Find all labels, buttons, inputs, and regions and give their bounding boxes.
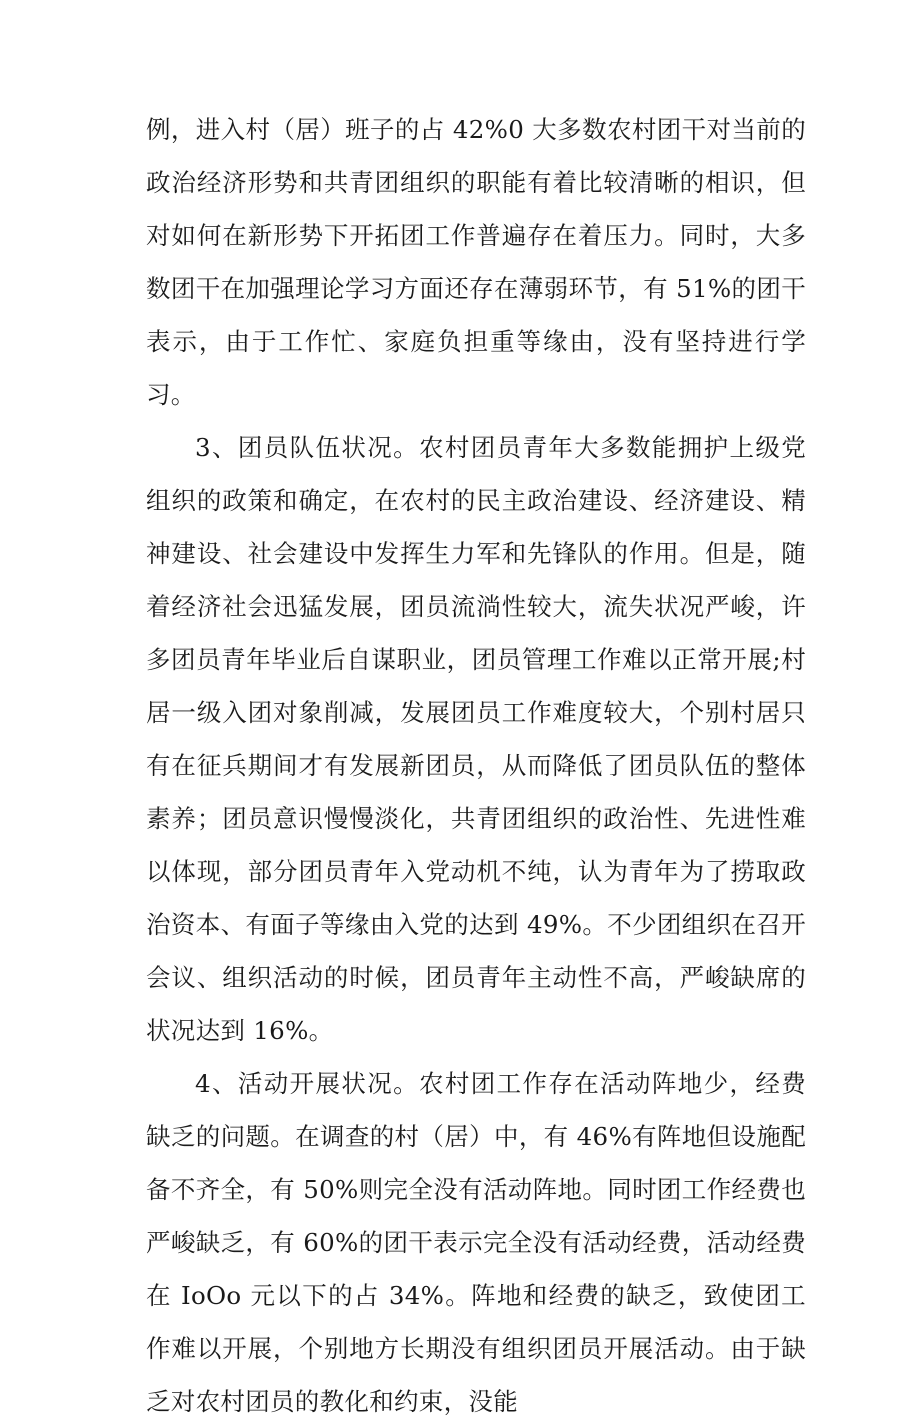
- paragraph-1: 例，进入村（居）班子的占 42%0 大多数农村团干对当前的政治经济形势和共青团组织的职能有着比较清晰的相识，但对如何在新形势下开拓团工作普遍存在着压力。同时，大多数团干在加强理论学习方面还存在薄弱环节，有 51%的团干表示，由于工作忙、家庭负担重等缘由，没有坚持进行学习。: [146, 115, 806, 409]
- document-body: [146, 103, 806, 1428]
- paragraph-3: 4、活动开展状况。农村团工作存在活动阵地少，经费缺乏的问题。在调查的村（居）中，有 46%有阵地但设施配备不齐全，有 50%则完全没有活动阵地。同时团工作经费也严峻缺乏，有 60%的团干表示完全没有活动经费，活动经费在 IoOo 元以下的占 34%。阵地和经费的缺乏，致使团工作难以开展，个别地方长期没有组织团员开展活动。由于缺乏对农村团员的教化和约束，没能: [146, 1069, 806, 1416]
- paragraph-2: 3、团员队伍状况。农村团员青年大多数能拥护上级党组织的政策和确定，在农村的民主政治建设、经济建设、精神建设、社会建设中发挥生力军和先锋队的作用。但是，随着经济社会迅猛发展，团员流淌性较大，流失状况严峻，许多团员青年毕业后自谋职业，团员管理工作难以正常开展;村居一级入团对象削减，发展团员工作难度较大，个别村居只有在征兵期间才有发展新团员，从而降低了团员队伍的整体素养；团员意识慢慢淡化，共青团组织的政治性、先进性难以体现，部分团员青年入党动机不纯，认为青年为了捞取政治资本、有面子等缘由入党的达到 49%。不少团组织在召开会议、组织活动的时候，团员青年主动性不高，严峻缺席的状况达到 16%。: [146, 433, 806, 1045]
